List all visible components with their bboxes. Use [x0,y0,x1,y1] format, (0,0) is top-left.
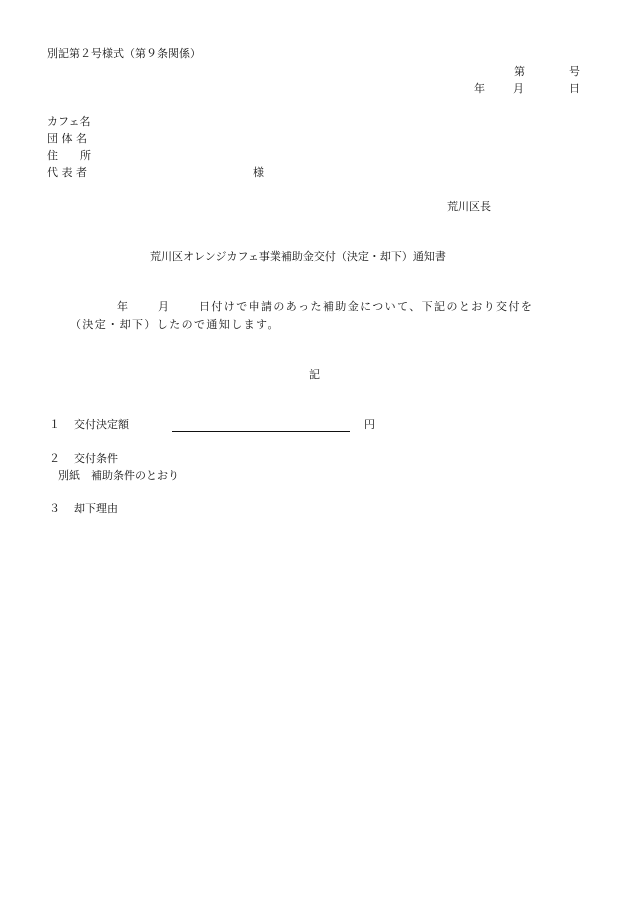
body-line-2: （決定・却下）したので通知します。 [70,318,280,331]
group-name-label: 団 体 名 [47,132,87,145]
date-month: 月 [513,82,524,95]
cafe-name-label: カフェ名 [47,115,91,128]
date-year: 年 [474,82,485,95]
form-label: 別記第２号様式（第９条関係） [47,47,201,60]
body-year: 年 [117,300,128,313]
document-title: 荒川区オレンジカフェ事業補助金交付（決定・却下）通知書 [150,250,446,263]
representative-label: 代 表 者 [47,166,87,179]
amount-underline [172,431,350,432]
item-1-unit: 円 [364,418,375,431]
honorific: 様 [253,166,264,179]
body-line-1: 日付けで申請のあった補助金について、下記のとおり交付を [199,300,534,313]
number-dai: 第 [514,65,525,78]
sender: 荒川区長 [447,200,491,213]
body-month: 月 [158,300,169,313]
address-label: 住 所 [47,149,91,162]
item-3-number: ３ [49,502,60,515]
item-2-label: 交付条件 [74,452,118,465]
item-2-sub: 別紙 補助条件のとおり [58,469,179,482]
item-1-number: １ [49,418,60,431]
item-3-label: 却下理由 [74,502,118,515]
item-1-label: 交付決定額 [74,418,129,431]
ki-heading: 記 [309,368,320,381]
number-go: 号 [569,65,580,78]
item-2-number: ２ [49,452,60,465]
date-day: 日 [569,82,580,95]
